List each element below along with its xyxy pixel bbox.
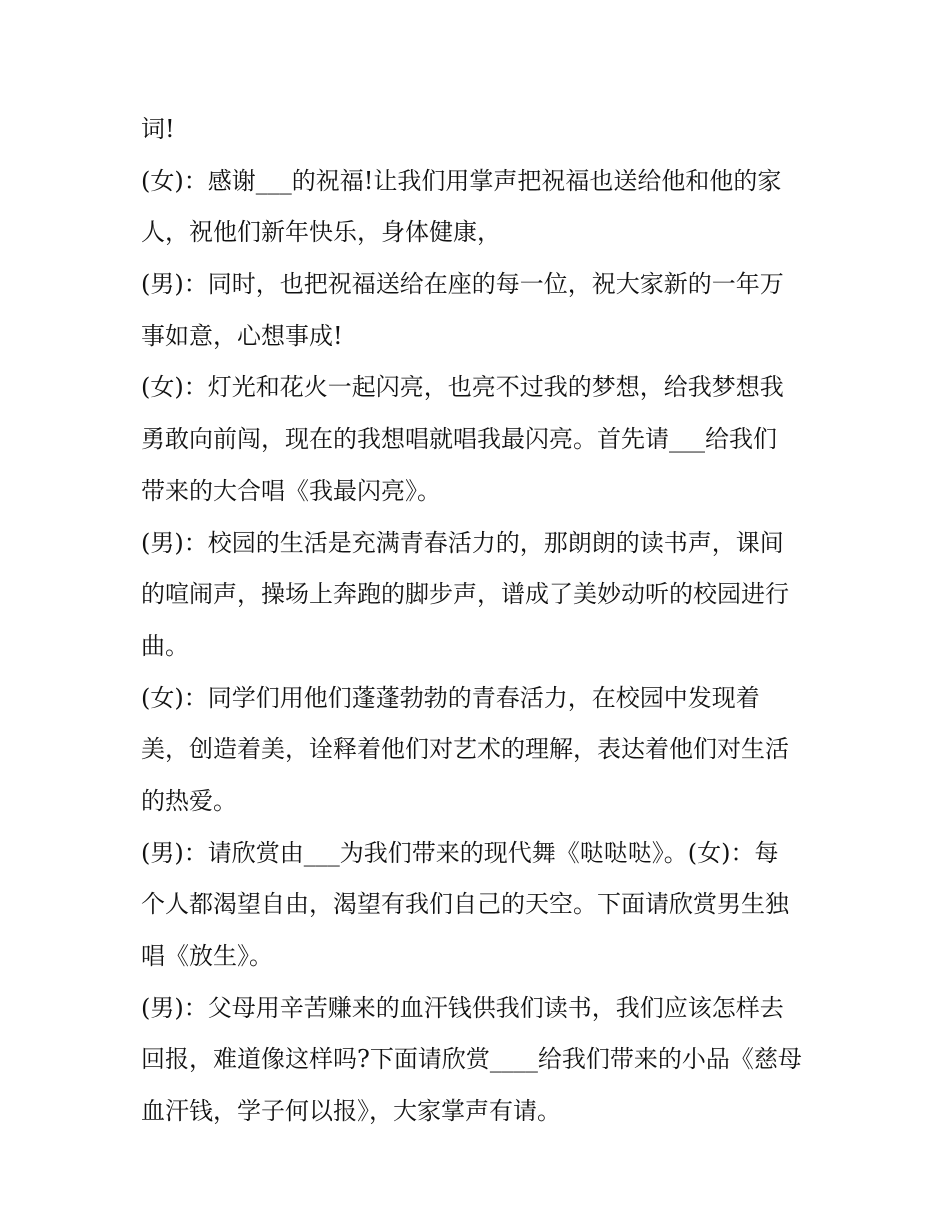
text-line: 美，创造着美，诠释着他们对艺术的理解，表达着他们对生活 (141, 735, 789, 764)
text-line: 带来的大合唱《我最闪亮》。 (141, 476, 441, 505)
text-line: 勇敢向前闯，现在的我想唱就唱我最闪亮。首先请___给我们 (141, 425, 777, 454)
text-line: 的热爱。 (141, 786, 237, 815)
text-line: (男)：同时，也把祝福送给在座的每一位，祝大家新的一年万 (141, 270, 784, 299)
text-line: 唱《放生》。 (141, 942, 273, 970)
text-line: (男)：请欣赏由___为我们带来的现代舞《哒哒哒》。(女)：每 (141, 838, 779, 867)
text-line: 词! (141, 115, 175, 143)
text-line: (女)：灯光和花火一起闪亮，也亮不过我的梦想，给我梦想我 (141, 373, 784, 402)
text-line: 事如意，心想事成! (141, 321, 343, 350)
text-line: (女)：同学们用他们蓬蓬勃勃的青春活力，在校园中发现着 (141, 683, 760, 712)
text-line: 的喧闹声，操场上奔跑的脚步声，谱成了美妙动听的校园进行 (141, 580, 789, 609)
text-line: 个人都渴望自由，渴望有我们自己的天空。下面请欣赏男生独 (141, 890, 789, 919)
text-line: 回报，难道像这样吗?下面请欣赏____给我们带来的小品《慈母 (141, 1045, 802, 1074)
text-line: (男)：校园的生活是充满青春活力的，那朗朗的读书声，课间 (141, 528, 784, 557)
document-body (141, 104, 821, 1138)
text-line: 人，祝他们新年快乐，身体健康， (141, 218, 501, 247)
text-line: (女)：感谢___的祝福!让我们用掌声把祝福也送给他和他的家 (141, 166, 782, 195)
text-line: 血汗钱，学子何以报》，大家掌声有请。 (141, 1097, 561, 1126)
text-line: 曲。 (141, 631, 189, 660)
text-line: (男)：父母用辛苦赚来的血汗钱供我们读书，我们应该怎样去 (141, 993, 784, 1022)
